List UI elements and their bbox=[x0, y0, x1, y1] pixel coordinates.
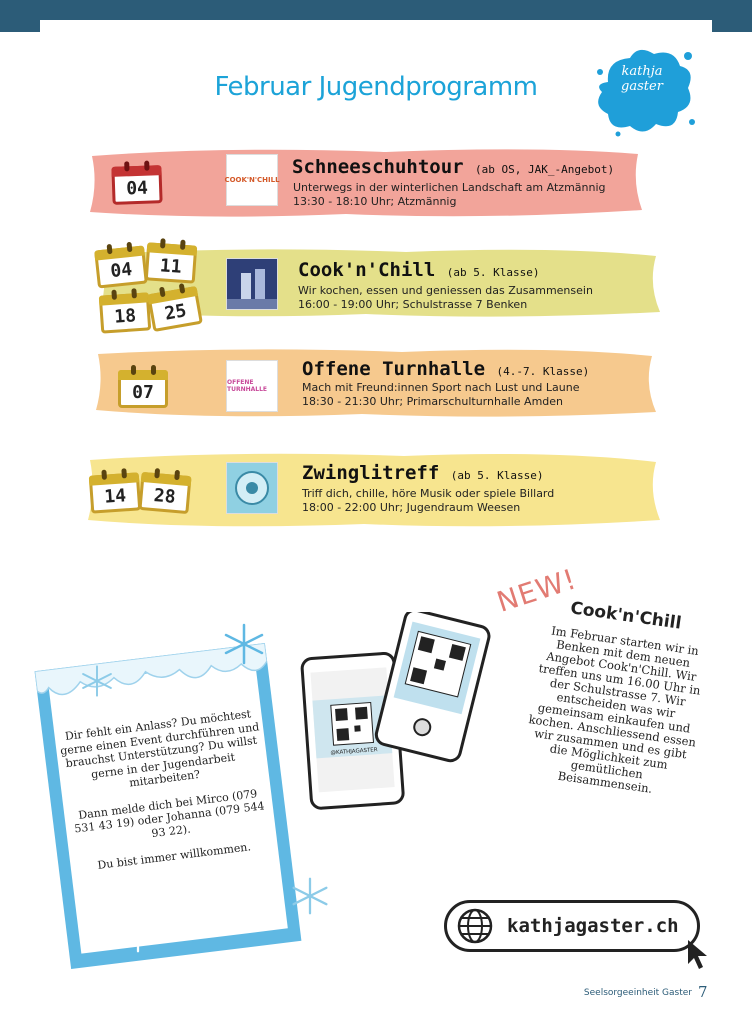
page-number: 7 bbox=[698, 983, 708, 1001]
date-text: 04 bbox=[125, 177, 149, 200]
event-thumbnail bbox=[226, 154, 278, 206]
event-desc-line-2: 18:00 - 22:00 Uhr; Jugendraum Weesen bbox=[302, 501, 521, 514]
logo-line-2: gaster bbox=[621, 79, 663, 94]
snowflake-icon bbox=[80, 664, 114, 698]
date-calendar-18 bbox=[99, 292, 152, 333]
event-title bbox=[302, 462, 543, 484]
date-calendar-28 bbox=[138, 472, 191, 514]
event-desc-line-2: 18:30 - 21:30 Uhr; Primarschulturnhalle Amden bbox=[302, 395, 564, 408]
event-desc-line-2: 13:30 - 18:10 Uhr; Atzmännig bbox=[293, 195, 457, 208]
date-text: 14 bbox=[103, 485, 127, 508]
event-title-text: Zwinglitreff bbox=[302, 462, 440, 484]
phones-illustration bbox=[300, 612, 500, 812]
info-frame bbox=[35, 643, 302, 969]
date-calendar-14 bbox=[89, 472, 142, 513]
date-calendar-07 bbox=[118, 370, 168, 408]
event-title-text: Cook'n'Chill bbox=[298, 259, 436, 281]
cook-description: Im Februar starten wir in Benken mit dem neuen Angebot Cook'n'Chill. Wir treffen uns um 16.00 Uhr in der Schulstrasse 7. Wir entscheiden was wir gemeinsam einkaufen und kochen. Anschliessend essen wir zusammen und es gibt die Möglichkeit zum gemütlichen Beisammensein. bbox=[527, 623, 702, 796]
event-note: (4.-7. Klasse) bbox=[496, 365, 590, 378]
date-text: 04 bbox=[109, 258, 134, 283]
event-description bbox=[302, 487, 554, 515]
info-paragraph-2: Dann melde dich bei Mirco (079 531 43 19) oder Johanna (079 544 93 22). bbox=[73, 786, 266, 840]
snowflake-icon bbox=[222, 622, 266, 666]
logo-text bbox=[612, 64, 672, 94]
event-description bbox=[298, 284, 593, 312]
event-desc-line-1: Mach mit Freund:innen Sport nach Lust und Laune bbox=[302, 381, 580, 394]
date-text: 07 bbox=[132, 382, 154, 403]
event-note: (ab 5. Klasse) bbox=[446, 266, 540, 279]
cursor-icon bbox=[686, 938, 714, 972]
date-calendar-11 bbox=[145, 242, 198, 283]
event-description bbox=[293, 181, 606, 209]
event-title-text: Offene Turnhalle bbox=[302, 358, 486, 380]
phone-handle: @KATHJAGASTER bbox=[330, 747, 378, 757]
event-thumbnail bbox=[226, 462, 278, 514]
page-title: Februar Jugendprogramm bbox=[214, 72, 538, 102]
website-link[interactable] bbox=[444, 900, 700, 952]
snowflake-icon bbox=[118, 914, 158, 954]
event-title-text: Schneeschuhtour bbox=[292, 156, 464, 178]
date-text: 11 bbox=[159, 255, 183, 278]
footer-text: Seelsorgeeinheit Gaster bbox=[583, 988, 692, 998]
event-title bbox=[298, 259, 539, 281]
event-title bbox=[292, 156, 614, 178]
info-paragraph-3: Du bist immer willkommen. bbox=[96, 840, 252, 872]
date-text: 28 bbox=[152, 485, 177, 508]
event-desc-line-2: 16:00 - 19:00 Uhr; Schulstrasse 7 Benken bbox=[298, 298, 528, 311]
snowflake-icon bbox=[290, 876, 330, 916]
event-desc-line-1: Triff dich, chille, höre Musik oder spiele Billard bbox=[302, 487, 555, 500]
event-title bbox=[302, 358, 589, 380]
thumbnail-photo bbox=[227, 259, 277, 309]
thumbnail-label: OFFENE TURNHALLE bbox=[227, 379, 268, 393]
date-text: 25 bbox=[163, 300, 189, 325]
info-paragraph-1: Dir fehlt ein Anlass? Du möchtest gerne einen Event durchführen und brauchst Unterstützung? Du willst gerne in der Jugendarbeit mitarbeiten? bbox=[59, 707, 260, 790]
globe-icon bbox=[457, 908, 493, 944]
event-note: (ab 5. Klasse) bbox=[450, 469, 544, 482]
date-calendar-04 bbox=[111, 165, 162, 205]
thumbnail-label: COOK'N'CHILL bbox=[224, 176, 280, 184]
event-thumbnail bbox=[226, 360, 278, 412]
date-calendar-25 bbox=[147, 286, 203, 332]
event-description bbox=[302, 381, 579, 409]
cook-title: Cook'n'Chill bbox=[569, 598, 683, 634]
event-thumbnail bbox=[226, 258, 278, 310]
event-desc-line-1: Wir kochen, essen und geniessen das Zusammensein bbox=[298, 284, 593, 297]
new-label: NEW! bbox=[492, 562, 581, 619]
logo-line-1: kathja bbox=[621, 64, 663, 79]
info-text bbox=[56, 706, 278, 887]
date-text: 18 bbox=[113, 305, 137, 328]
website-text: kathjagaster.ch bbox=[507, 915, 679, 937]
top-bar-inner bbox=[40, 20, 712, 34]
event-desc-line-1: Unterwegs in der winterlichen Landschaft am Atzmännig bbox=[293, 181, 606, 194]
thumbnail-logo bbox=[232, 468, 272, 508]
date-calendar-04 bbox=[94, 245, 148, 288]
event-note: (ab OS, JAK_-Angebot) bbox=[475, 163, 615, 176]
